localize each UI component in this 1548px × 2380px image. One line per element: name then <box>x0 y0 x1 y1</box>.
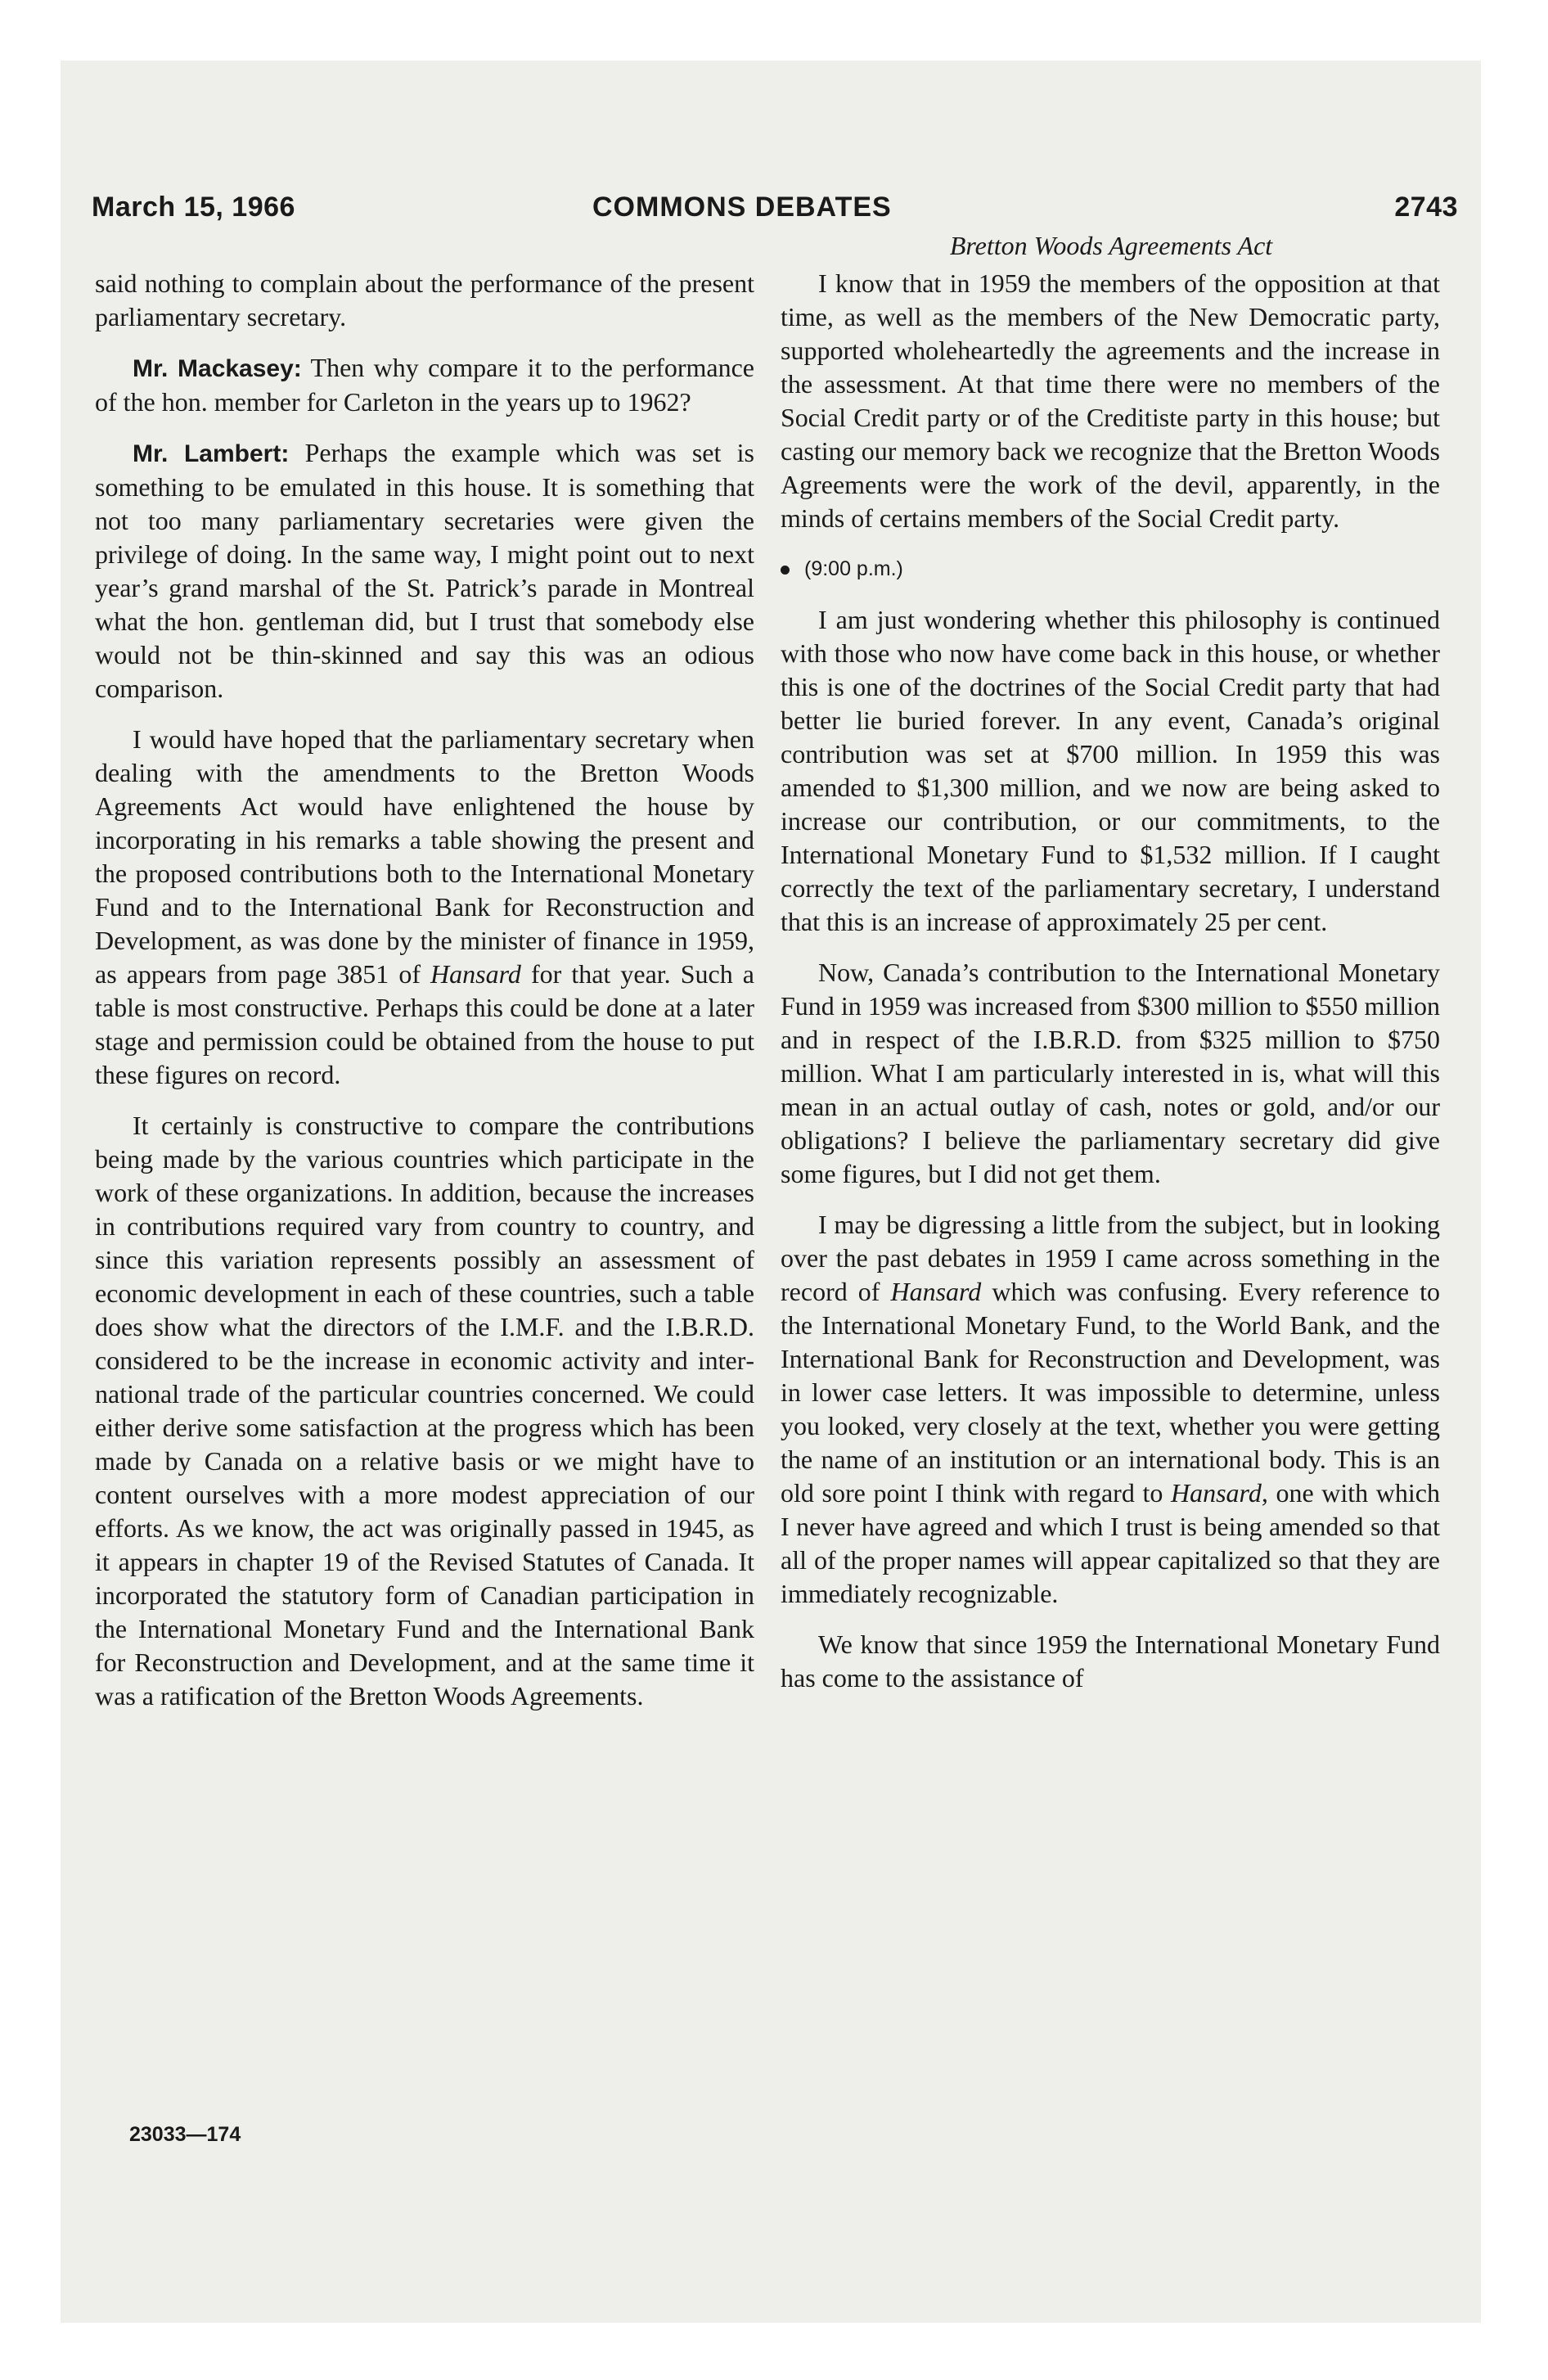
right-column <box>781 267 1440 1712</box>
page-number: 2743 <box>1394 192 1458 223</box>
speech-text: for that year. Such a table is most constructive. Perhaps this could be done at a later stage and permission could be obtained from the house to put these figures on record. <box>95 959 755 1089</box>
header-title: COMMONS DEBATES <box>592 192 892 223</box>
paragraph <box>95 436 754 705</box>
paragraph: said nothing to complain about the performance of the present parliamentary secretary. <box>95 268 754 331</box>
speech-text: I may be digressing a little from the subject, but in looking over the past debates in 1959 I came across something in the record of <box>781 1210 1440 1306</box>
left-column <box>95 267 754 1730</box>
paragraph: I am just wondering whether this philosophy is continued with those who now have come back in this house, or whether this is one of the doctrines of the Social Credit party that had better lie buried forever. In any event, Canada’s original contribution was set at $700 million. In 1959 this was amended to $1,300 million, and we now are being asked to increase our contribution, or our commitments, to the International Monetary Fund to $1,532 million. If I caught correctly the text of the parliamentary secretary, I understand that this is an increase of approximately 25 per cent. <box>781 605 1440 936</box>
footnote-code: 23033—174 <box>129 2123 241 2146</box>
time-marker-text: (9:00 p.m.) <box>804 557 903 580</box>
bullet-icon <box>781 566 790 575</box>
speech-text: Perhaps the example which was set is something to be emulated in this house. It is something that not too many parliamentary secretaries were given the privilege of doing. In the same way, I might point out to next year’s grand marshal of the St. Patrick’s parade in Montreal what the hon. gentleman did, but I trust that somebody else would not be thin-skinned and say this was an odious comparison. <box>95 438 755 703</box>
speech-text: one with which I never have agreed and which I trust is being amended so that all of the proper names will appear capitalized so that they are immediately recognizable. <box>781 1478 1441 1608</box>
header-date: March 15, 1966 <box>92 192 295 223</box>
speaker-name: Mr. Lambert: <box>133 440 290 467</box>
italic-text: Hansard <box>890 1277 982 1306</box>
running-subtitle: Bretton Woods Agreements Act <box>949 231 1273 260</box>
italic-text: Hansard <box>430 959 521 989</box>
speech-text: I would have hoped that the parliamentary secretary when dealing with the amendments to the Bretton Woods Agreements Act would have enlightened the house by incorporating in his remarks a table showing the present and the proposed contributions both to the International Monetary Fund and to the International Bank for Reconstruction and Development, as was done by the minister of finance in 1959, as appears from page 3851 of <box>95 724 754 989</box>
paragraph <box>95 723 754 1092</box>
paragraph: Now, Canada’s contribution to the International Monetary Fund in 1959 was increased from $300 million to $550 million and in respect of the I.B.R.D. from $325 million to $750 million. What I am particularly interested in is, what will this mean in an actual outlay of cash, notes or gold, and/or our obligations? I believe the parliamentary secretary did give some figures, but I did not get them. <box>781 958 1440 1188</box>
speech-text: Then why compare it to the performance of the hon. member for Carleton in the years up to 1962? <box>95 353 755 417</box>
paragraph: We know that since 1959 the International Monetary Fund has come to the assistance of <box>781 1629 1440 1693</box>
page-header <box>92 192 1458 232</box>
time-marker <box>781 552 1440 586</box>
paragraph <box>781 1208 1440 1611</box>
italic-text: Hansard, <box>1170 1478 1268 1508</box>
paragraph: It certainly is constructive to compare the contributions being made by the various countries which participate in the work of these organizations. In addition, because the increases in contributions required vary from country to country, and since this variation represents possibly an assessment of economic development in each of these countries, such a table does show what the directors of the I.M.F. and the I.B.R.D. considered to be the increase in economic activity and international trade of the particular countries concerned. We could either derive some satisfaction at the progress which has been made by Canada on a relative basis or we might have to content ourselves with a more modest appreciation of our efforts. As we know, the act was originally passed in 1945, as it appears in chapter 19 of the Revised Statutes of Canada. It incorporated the statutory form of Canadian participation in the International Monetary Fund and the International Bank for Reconstruction and Development, and at the same time it was a ratification of the Bretton Woods Agreements. <box>95 1111 754 1711</box>
speaker-name: Mr. Mackasey: <box>133 355 302 382</box>
speech-text: which was confusing. Every reference to the International Monetary Fund, to the World Bank, and the International Bank for Reconstruction and Development, was in lower case letters. It was impossible to determine, unless you looked, very closely at the text, whether you were getting the name of an institution or an international body. This is an old sore point I think with regard to <box>781 1277 1441 1508</box>
paragraph <box>95 351 754 419</box>
paragraph: I know that in 1959 the members of the opposition at that time, as well as the members of the New Democratic party, supported wholeheartedly the agreements and the increase in the assessment. At that time there were no members of the Social Credit party or of the Creditiste party in this house; but casting our memory back we recognize that the Bretton Woods Agreements were the work of the devil, apparently, in the minds of certains members of the Social Credit party. <box>781 268 1440 533</box>
